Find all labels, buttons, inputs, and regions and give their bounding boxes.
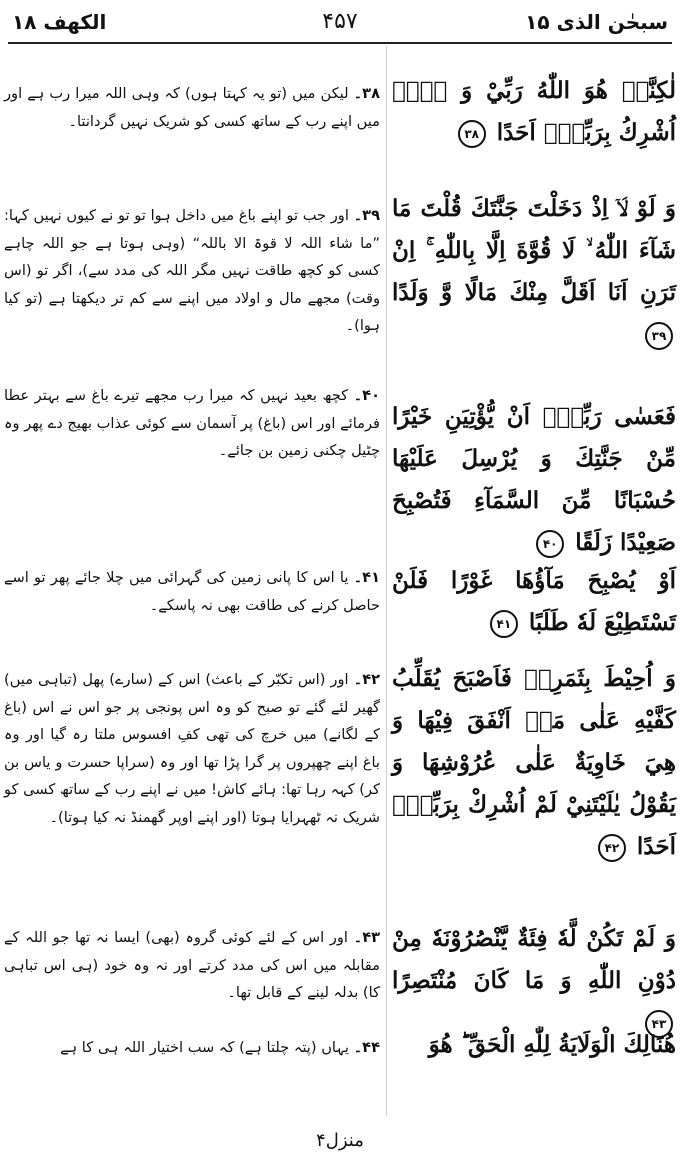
manzil-footer: منزل۴ [316,1130,364,1151]
header-rule [8,42,672,44]
arabic-text: وَ لَوْ لَاۤ اِذْ دَخَلْتَ جَنَّتَكَ قُلْتَ مَا شَآءَ اللّٰهُ ۙ لَا قُوَّةَ اِلَّا بِاللّٰهِ ۚ اِنْ تَرَنِ اَنَا اَقَلَّ مِنْكَ مَالًا وَّ وَلَدًا [392,195,676,306]
verse-number: ۴۱۔ [353,569,380,586]
translation-text: کچھ بعید نہیں کہ میرا رب مجھے تیرے باغ سے بہتر عطا فرمائے اور اس (باغ) پر آسمان سے کوئی عذاب بھیج دے پھر وہ چٹیل چکنی زمین بن جائے۔ [4,387,380,460]
translation-text: اور جب تو اپنے باغ میں داخل ہوا تو تو نے کیوں نہیں کہا: ”ما شاء اللہ لا قوۃ الا باللہ“ (وہی ہوتا ہے جو اللہ چاہے کسی کو کچھ طاقت نہیں مگر اللہ کی مدد سے)، اگر تو (اس وقت) مجھے مال و اولاد میں اپنے سے کم تر دیکھتا ہے (تو کیا ہوا)۔ [4,207,380,335]
arabic-text: وَ لَمْ تَكُنْ لَّهٗ فِئَةٌ يَّنْصُرُوْنَهٗ مِنْ دُوْنِ اللّٰهِ وَ مَا كَانَ مُنْتَصِرًا [392,925,676,994]
verse-end-marker: ۳۸ [458,120,486,148]
verse-number: ۴۳۔ [353,929,381,946]
arabic-text: هُنَالِكَ الْوَلَايَةُ لِلّٰهِ الْحَقِّ ؕ هُوَ [428,1031,676,1058]
arabic-verse-44 [392,1024,676,1066]
page-number: ۴۵۷ [322,9,358,34]
translation-text: لیکن میں (تو یہ کہتا ہوں) کہ وہی اللہ میرا رب ہے اور میں اپنے رب کے ساتھ کسی کو شریک نہیں گردانتا۔ [4,85,380,130]
arabic-text: لٰكِنَّا۟ هُوَ اللّٰهُ رَبِّيْ وَ لَاۤ اُشْرِكُ بِرَبِّيْۤ اَحَدًا [392,77,676,146]
translation-verse-39 [4,202,380,340]
translation-verse-44 [4,1034,380,1062]
verse-number: ۳۸۔ [353,85,380,102]
translation-column [4,56,384,1096]
translation-text: یا اس کا پانی زمین کی گہرائی میں چلا جائے پھر تو اسے حاصل کرنے کی طاقت بھی نہ پاسکے۔ [4,569,380,614]
verse-end-marker: ۴۰ [536,530,564,558]
translation-verse-41 [4,564,380,619]
verse-number: ۴۴۔ [353,1039,380,1056]
translation-text: یہاں (پتہ چلتا ہے) کہ سب اختیار اللہ ہی کا ہے [60,1039,349,1056]
verse-number: ۳۹۔ [353,207,380,224]
verse-end-marker: ۴۱ [490,610,518,638]
verse-end-marker: ۴۲ [598,834,626,862]
surah-name: الکھف ۱۸ [12,10,107,34]
translation-text: اور (اس تکبّر کے باعث) اس کے (سارے) پھل (تباہی میں) گھیر لئے گئے تو صبح کو وہ اس پونجی پر جو اس نے اس (باغ کے لگانے) میں خرچ کی تھی کفِ افسوس ملتا رہ گیا اور وہ باغ اپنے چھپروں پر گرا پڑا تھا اور وہ (سراپا حسرت و یاس بن کر) کہہ رہا تھا: ہائے کاش! میں نے اپنے رب کے ساتھ کسی کو شریک نہ ٹھہرایا ہوتا (اور اپنے اوپر گھمنڈ نہ کیا ہوتا)۔ [4,671,380,826]
juz-name: سبحٰن الذی ۱۵ [525,10,668,34]
arabic-verse-42 [392,658,676,868]
arabic-verse-41 [392,560,676,644]
arabic-verse-40 [392,396,676,564]
translation-verse-40 [4,382,380,465]
translation-text: اور اس کے لئے کوئی گروہ (بھی) ایسا نہ تھا جو اللہ کے مقابلہ میں اس کی مدد کرتے اور نہ وہ خود (ہی اس تباہی کا) بدلہ لینے کے قابل تھا۔ [4,929,380,1002]
translation-verse-42 [4,666,380,832]
translation-verse-38 [4,80,380,135]
verse-end-marker: ۴۳ [645,1010,673,1038]
arabic-column [392,56,676,1096]
arabic-text: اَوْ يُصْبِحَ مَآؤُهَا غَوْرًا فَلَنْ تَسْتَطِيْعَ لَهٗ طَلَبًا [392,567,676,636]
column-divider [386,46,387,1116]
arabic-text: فَعَسٰى رَبِّيْۤ اَنْ يُّؤْتِيَنِ خَيْرًا مِّنْ جَنَّتِكَ وَ يُرْسِلَ عَلَيْهَا حُسْبَانًا مِّنَ السَّمَآءِ فَتُصْبِحَ صَعِيْدًا زَلَقًا [392,403,676,556]
arabic-verse-39 [392,188,676,356]
arabic-text: وَ اُحِيْطَ بِثَمَرِهٖ فَاَصْبَحَ يُقَلِّبُ كَفَّيْهِ عَلٰى مَاۤ اَنْفَقَ فِيْهَا وَ هِيَ خَاوِيَةٌ عَلٰى عُرُوْشِهَا وَ يَقُوْلُ يٰلَيْتَنِيْ لَمْ اُشْرِكْ بِرَبِّيْۤ اَحَدًا [392,665,676,860]
arabic-verse-38 [392,70,676,154]
verse-number: ۴۲۔ [353,671,381,688]
verse-end-marker: ۳۹ [645,322,673,350]
translation-verse-43 [4,924,380,1007]
verse-number: ۴۰۔ [353,387,380,404]
